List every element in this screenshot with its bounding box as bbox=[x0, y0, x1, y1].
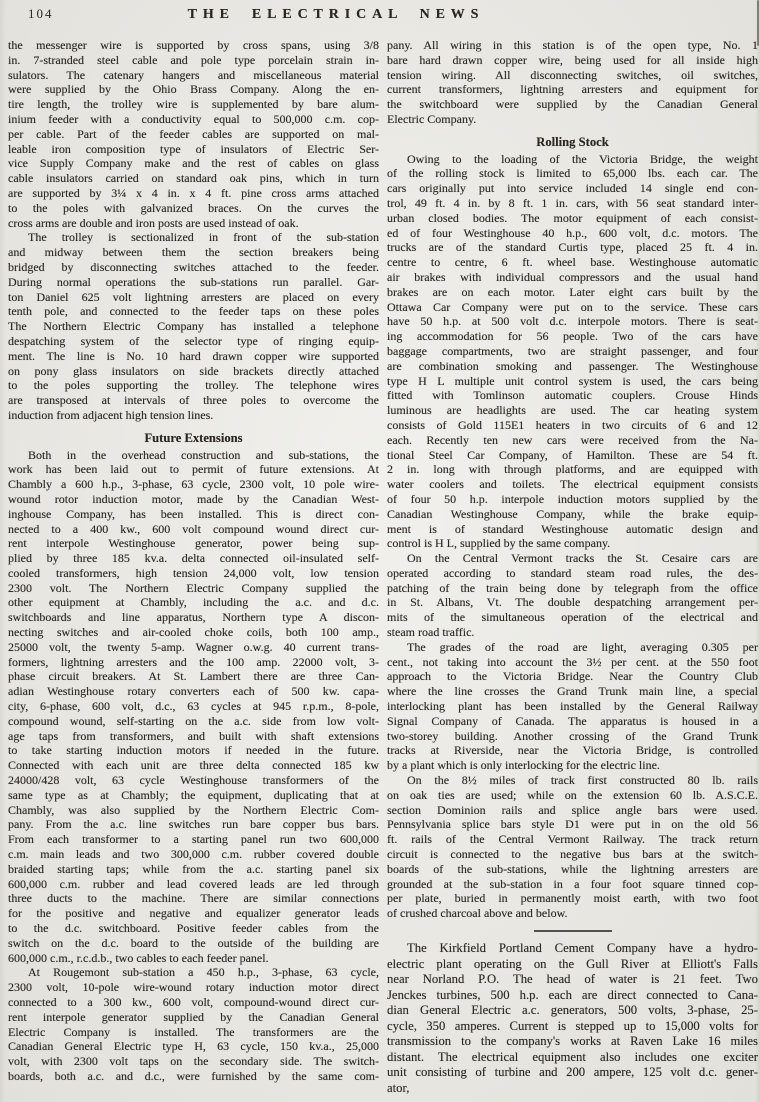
text-line: were supplied by the Ohio Brass Company. Along the en- bbox=[8, 82, 379, 97]
text-line: interlocking plant has been installed by the General Railway bbox=[387, 699, 758, 714]
text-columns bbox=[8, 38, 758, 1096]
text-line: on oak ties are used; while on the extension 60 lb. A.S.C.E. bbox=[387, 787, 758, 802]
text-line: steam road traffic. bbox=[387, 625, 475, 640]
text-line: Signal Company of Canada. The apparatus is housed in a bbox=[387, 713, 758, 728]
text-line: The Northern Electric Company has installed a telephone bbox=[8, 319, 379, 334]
text-line: unit consisting of turbine and 200 ampere, 125 volt d.c. gener- bbox=[387, 1065, 758, 1080]
text-line: age taps from transformers, and built with shaft extensions bbox=[8, 728, 379, 743]
text-line: switch on the d.c. board to the outside of the building are bbox=[8, 935, 379, 950]
right-column bbox=[387, 38, 758, 1096]
text-line: Both in the overhead construction and sub-stations, the bbox=[28, 447, 379, 462]
text-line: near Norland P.O. The head of water is 21 feet. Two bbox=[387, 972, 758, 987]
text-line: The grades of the road are light, averaging 0.305 per bbox=[407, 639, 758, 654]
text-line: switchboards and line apparatus, Northern type A discon- bbox=[8, 610, 379, 625]
text-line: formers, lightning arresters and the 100 amp. 22000 volt, 3- bbox=[8, 654, 379, 669]
text-line: have 50 h.p. at 500 volt d.c. interpole motors. There is seat- bbox=[387, 314, 758, 329]
text-line: rent interpole generator supplied by the Canadian General bbox=[8, 1009, 379, 1024]
text-line: and midway between them the section breakers being bbox=[8, 245, 379, 260]
text-line: bare hard drawn copper wire, being used for all inside high bbox=[387, 52, 758, 67]
text-line: centre to centre, 6 ft. wheel base. Westinghouse automatic bbox=[387, 255, 758, 270]
text-line: type H L multiple unit control system is used, the cars being bbox=[387, 373, 758, 388]
text-line: Chambly a 600 h.p., 3-phase, 63 cycle, 2300 volt, 10 pole wire- bbox=[8, 477, 379, 492]
text-line: On the Central Vermont tracks the St. Cesaire cars are bbox=[407, 551, 758, 566]
text-line: cycle, 350 amperes. Current is stepped up to 15,000 volts for bbox=[387, 1018, 758, 1033]
text-line: Chambly, was also supplied by the Northern Electric Com- bbox=[8, 802, 379, 817]
text-line: cable insulators carried on standard oak pins, which in turn bbox=[8, 171, 379, 186]
paragraph bbox=[8, 230, 379, 422]
text-line: tracks at Riverside, near the Victoria Bridge, is controlled bbox=[387, 743, 758, 758]
text-line: tension wiring. All disconnecting switches, oil switches, bbox=[387, 67, 758, 82]
text-line: air brakes with individual compressors and the usual hand bbox=[387, 269, 758, 284]
text-line: ft. rails of the Central Vermont Railway. The track return bbox=[387, 832, 758, 847]
text-line: to the poles with galvanized braces. On the curves the bbox=[8, 200, 379, 215]
text-line: volt, with 2300 volt taps on the secondary side. The switch- bbox=[8, 1054, 379, 1069]
text-line: ed of four Westinghouse 40 h.p., 600 volt, d.c. motors. The bbox=[387, 225, 758, 240]
text-line: by a plant which is only interlocking for the electric line. bbox=[387, 758, 660, 773]
text-line: 600,000 c.m. rubber and lead covered leads are led through bbox=[8, 876, 379, 891]
text-line: tional Steel Car Company, of Hamilton. These are 54 ft. bbox=[387, 447, 758, 462]
text-line: circuit is connected to the negative bus bars at the switch- bbox=[387, 847, 758, 862]
text-line: rent interpole Westinghouse generator, power being sup- bbox=[8, 536, 379, 551]
text-line: to take starting induction motors if needed in the future. bbox=[8, 743, 379, 758]
text-line: sulators. The catenary hangers and miscellaneous material bbox=[8, 67, 379, 82]
text-line: of four 50 h.p. interpole induction motors supplied by the bbox=[387, 491, 758, 506]
text-line: on pony glass insulators on side brackets directly attached bbox=[8, 363, 379, 378]
text-line: connected to a 300 kw., 600 volt, compound-wound direct cur- bbox=[8, 995, 379, 1009]
text-line: operated according to standard steam road rules, the des- bbox=[387, 565, 758, 580]
text-line: baggage compartments, two are straight passenger, and four bbox=[387, 343, 758, 358]
text-line: section Dominion rails and splice angle bars were used. bbox=[387, 802, 758, 817]
text-line: same type as at Chambly; the equipment, duplicating that at bbox=[8, 787, 379, 802]
text-line: pany. From the a.c. line switches run bare copper bus bars. bbox=[8, 817, 379, 832]
text-line: three ducts to the machine. There are similar connections bbox=[8, 891, 379, 906]
text-line: 600,000 c.m., r.c.d.b., two cables to each feeder panel. bbox=[8, 950, 269, 965]
text-line: c.m. main leads and two 300,000 c.m. rubber covered double bbox=[8, 847, 379, 862]
text-line: boards, both a.c. and d.c., were furnished by the same com- bbox=[8, 1068, 379, 1083]
text-line: city, 6-phase, 600 volt, d.c., 63 cycles at 945 r.p.m., 8-pole, bbox=[8, 699, 379, 714]
text-line: pany. All wiring in this station is of the open type, No. 1 bbox=[387, 38, 758, 52]
text-line: cars originally put into service included 14 single end con- bbox=[387, 181, 758, 196]
text-line: tenth pole, and connected to the feeder taps on these poles bbox=[8, 304, 379, 319]
text-line: luminous are headlights are used. The car heating system bbox=[387, 403, 758, 418]
text-line: per cable. Part of the feeder cables are supported on mal- bbox=[8, 126, 379, 141]
paragraph bbox=[387, 38, 758, 127]
text-line: 2300 volt, 10-pole wire-wound rotary induction motor direct bbox=[8, 980, 379, 995]
text-line: Canadian General Electric type H, 63 cycle, 150 kv.a., 25,000 bbox=[8, 1039, 379, 1054]
text-line: bridged by disconnecting switches attached to the feeder. bbox=[8, 259, 379, 274]
text-line: 2300 volt. The Northern Electric Company supplied the bbox=[8, 580, 379, 595]
text-line: braided starting taps; while from the a.c. starting panel six bbox=[8, 861, 379, 876]
text-line: At Rougemont sub-station a 450 h.p., 3-phase, 63 cycle, bbox=[28, 965, 379, 980]
text-line: approach to the Victoria Bridge. Near the Country Club bbox=[387, 669, 758, 684]
text-line: adian Westinghouse rotary converters each of 500 kw. capa- bbox=[8, 684, 379, 699]
text-line: ing accommodation for 56 people. Two of the cars have bbox=[387, 329, 758, 344]
text-line: dian General Electric a.c. generators, 500 volts, 3-phase, 25- bbox=[387, 1003, 758, 1018]
text-line: leable iron composition type of insulators of Electric Ser- bbox=[8, 141, 379, 156]
text-line: the messenger wire is supported by cross spans, using 3/8 bbox=[8, 38, 379, 52]
paragraph bbox=[387, 551, 758, 640]
text-line: ment is of standard Westinghouse automatic design and bbox=[387, 521, 758, 536]
text-line: are supported by 3¼ x 4 in. x 4 ft. pine cross arms attached bbox=[8, 185, 379, 200]
section-divider bbox=[534, 930, 612, 932]
text-line: The Kirkfield Portland Cement Company have a hydro- bbox=[407, 941, 758, 956]
text-line: Ottawa Car Company were put on to the service. These cars bbox=[387, 299, 758, 314]
text-line: the switchboard were supplied by the Canadian General bbox=[387, 97, 758, 112]
text-line: On the 8½ miles of track first constructed 80 lb. rails bbox=[407, 773, 758, 788]
text-line: Connected with each unit are three delta connected 185 kw bbox=[8, 758, 379, 773]
text-line: Electric Company is installed. The transformers are the bbox=[8, 1024, 379, 1039]
text-line: two-storey building. Another crossing of the Grand Trunk bbox=[387, 728, 758, 743]
section-heading: Future Extensions bbox=[144, 430, 243, 445]
text-line: transmission to the company's works at Raven Lake 16 miles bbox=[387, 1034, 758, 1049]
text-line: Jenckes turbines, 500 h.p. each are direct connected to Cana- bbox=[387, 987, 758, 1002]
text-line: boards of the sub-stations, while the lightning arresters are bbox=[387, 861, 758, 876]
text-line: nected to a 400 kw., 600 volt compound wound direct cur- bbox=[8, 521, 379, 536]
text-line: grounded at the sub-station in a four foot square tinned cop- bbox=[387, 876, 758, 891]
text-line: electric plant operating on the Gull River at Elliott's Falls bbox=[387, 956, 758, 971]
text-line: for the positive and negative and equalizer generator leads bbox=[8, 906, 379, 921]
paragraph bbox=[8, 965, 379, 1083]
text-line: ator, bbox=[387, 1080, 410, 1095]
text-line: induction from adjacent high tension lines. bbox=[8, 407, 214, 422]
text-line: Owing to the loading of the Victoria Bridge, the weight bbox=[407, 151, 758, 166]
text-line: vice Supply Company make and the rest of cables on glass bbox=[8, 156, 379, 171]
text-line: necting switches and air-cooled choke coils, both 100 amp., bbox=[8, 625, 379, 640]
text-line: to the poles supporting the trolley. The telephone wires bbox=[8, 378, 379, 393]
text-line: distant. The electrical equipment also includes one exciter bbox=[387, 1049, 758, 1064]
text-line: cross arms are double and iron posts are used instead of oak. bbox=[8, 215, 299, 230]
text-line: urban closed bodies. The motor equipment of each consist- bbox=[387, 210, 758, 225]
text-line: of the rolling stock is limited to 65,000 lbs. each car. The bbox=[387, 166, 758, 181]
text-line: are transposed at intervals of three poles to overcome the bbox=[8, 393, 379, 408]
paragraph bbox=[387, 152, 758, 552]
page-number: 104 bbox=[28, 6, 54, 21]
text-line: From each transformer to a starting panel run two 600,000 bbox=[8, 832, 379, 847]
text-line: work has been laid out to permit of future extensions. At bbox=[8, 462, 379, 477]
text-line: compound wound, self-starting on the a.c. side from low volt- bbox=[8, 713, 379, 728]
text-line: trucks are of the standard Curtis type, placed 25 ft. 4 in. bbox=[387, 240, 758, 255]
text-line: water coolers and toilets. The electrical equipment consists bbox=[387, 477, 758, 492]
text-line: control is H L, supplied by the same company. bbox=[387, 536, 611, 551]
text-line: During normal operations the sub-stations run parallel. Gar- bbox=[8, 274, 379, 289]
left-column bbox=[8, 38, 379, 1096]
text-line: phase circuit breakers. At St. Lambert there are three Can- bbox=[8, 669, 379, 684]
paragraph bbox=[387, 640, 758, 773]
text-line: wound rotor induction motor, made by the Canadian West- bbox=[8, 491, 379, 506]
text-line: per plate, buried in permanently moist earth, with two foot bbox=[387, 891, 758, 906]
text-line: each. Recently ten new cars were received from the Na- bbox=[387, 432, 758, 447]
text-line: brakes are on each motor. Later eight cars built by the bbox=[387, 284, 758, 299]
text-line: in St. Albans, Vt. The double despatching arrangement per- bbox=[387, 595, 758, 610]
text-line: patching of the train being done by telegraph from the office bbox=[387, 580, 758, 595]
text-line: Electric Company. bbox=[387, 111, 477, 126]
section-heading: Rolling Stock bbox=[536, 134, 609, 149]
text-line: Canadian Westinghouse Company, while the brake equip- bbox=[387, 506, 758, 521]
journal-masthead-title: THE ELECTRICAL NEWS bbox=[187, 7, 485, 22]
text-line: 2 in. long with through platforms, and are equipped with bbox=[387, 462, 758, 477]
text-line: mits of the simultaneous operation of the electrical and bbox=[387, 610, 758, 625]
text-line: plied by three 185 kv.a. delta connected oil-insulated self- bbox=[8, 551, 379, 566]
text-line: ment. The line is No. 10 hard drawn copper wire supported bbox=[8, 348, 379, 363]
text-line: where the line crosses the Grand Trunk main line, a special bbox=[387, 684, 758, 699]
text-line: tire length, the trolley wire is supplemented by bare alum- bbox=[8, 97, 379, 112]
text-line: 25000 volt, the twenty 5-amp. Wagner o.w.g. 40 current trans- bbox=[8, 639, 379, 654]
text-line: inghouse Company, has been installed. This is direct con- bbox=[8, 506, 379, 521]
text-line: trol, 49 ft. 4 in. by 8 ft. 1 in. cars, with 56 seat standard inter- bbox=[387, 195, 758, 210]
text-line: are combination smoking and passenger. The Westinghouse bbox=[387, 358, 758, 373]
text-line: other equipment at Chambly, including the a.c. and d.c. bbox=[8, 595, 379, 610]
text-line: cooled transformers, high tension 24,000 volt, low tension bbox=[8, 565, 379, 580]
text-line: consists of Gold 115E1 heaters in two circuits of 6 and 12 bbox=[387, 417, 758, 432]
text-line: The trolley is sectionalized in front of the sub-station bbox=[28, 230, 379, 245]
text-line: ton Daniel 625 volt lightning arresters are placed on every bbox=[8, 289, 379, 304]
text-line: of crushed charcoal above and below. bbox=[387, 906, 568, 921]
text-line: cent., not taking into account the 3½ per cent. at the 550 foot bbox=[387, 654, 758, 669]
text-line: current transformers, lightning arresters and equipment for bbox=[387, 82, 758, 97]
text-line: in. 7-stranded steel cable and pole type porcelain strain in- bbox=[8, 52, 379, 67]
paragraph bbox=[387, 773, 758, 921]
text-line: inium feeder with a conductivity equal to 500,000 c.m. cop- bbox=[8, 111, 379, 126]
text-line: 24000/428 volt, 63 cycle Westinghouse transformers of the bbox=[8, 773, 379, 788]
paragraph bbox=[8, 448, 379, 966]
text-line: to the d.c. switchboard. Positive feeder cables from the bbox=[8, 921, 379, 936]
text-line: despatching system of the selector type of ringing equip- bbox=[8, 333, 379, 348]
text-line: Pennsylvania splice bars style D1 were put in on the old 56 bbox=[387, 817, 758, 832]
paragraph bbox=[8, 38, 379, 230]
text-line: fitted with Tomlinson automatic couplers. Crouse Hinds bbox=[387, 388, 758, 403]
paragraph bbox=[387, 941, 758, 1096]
